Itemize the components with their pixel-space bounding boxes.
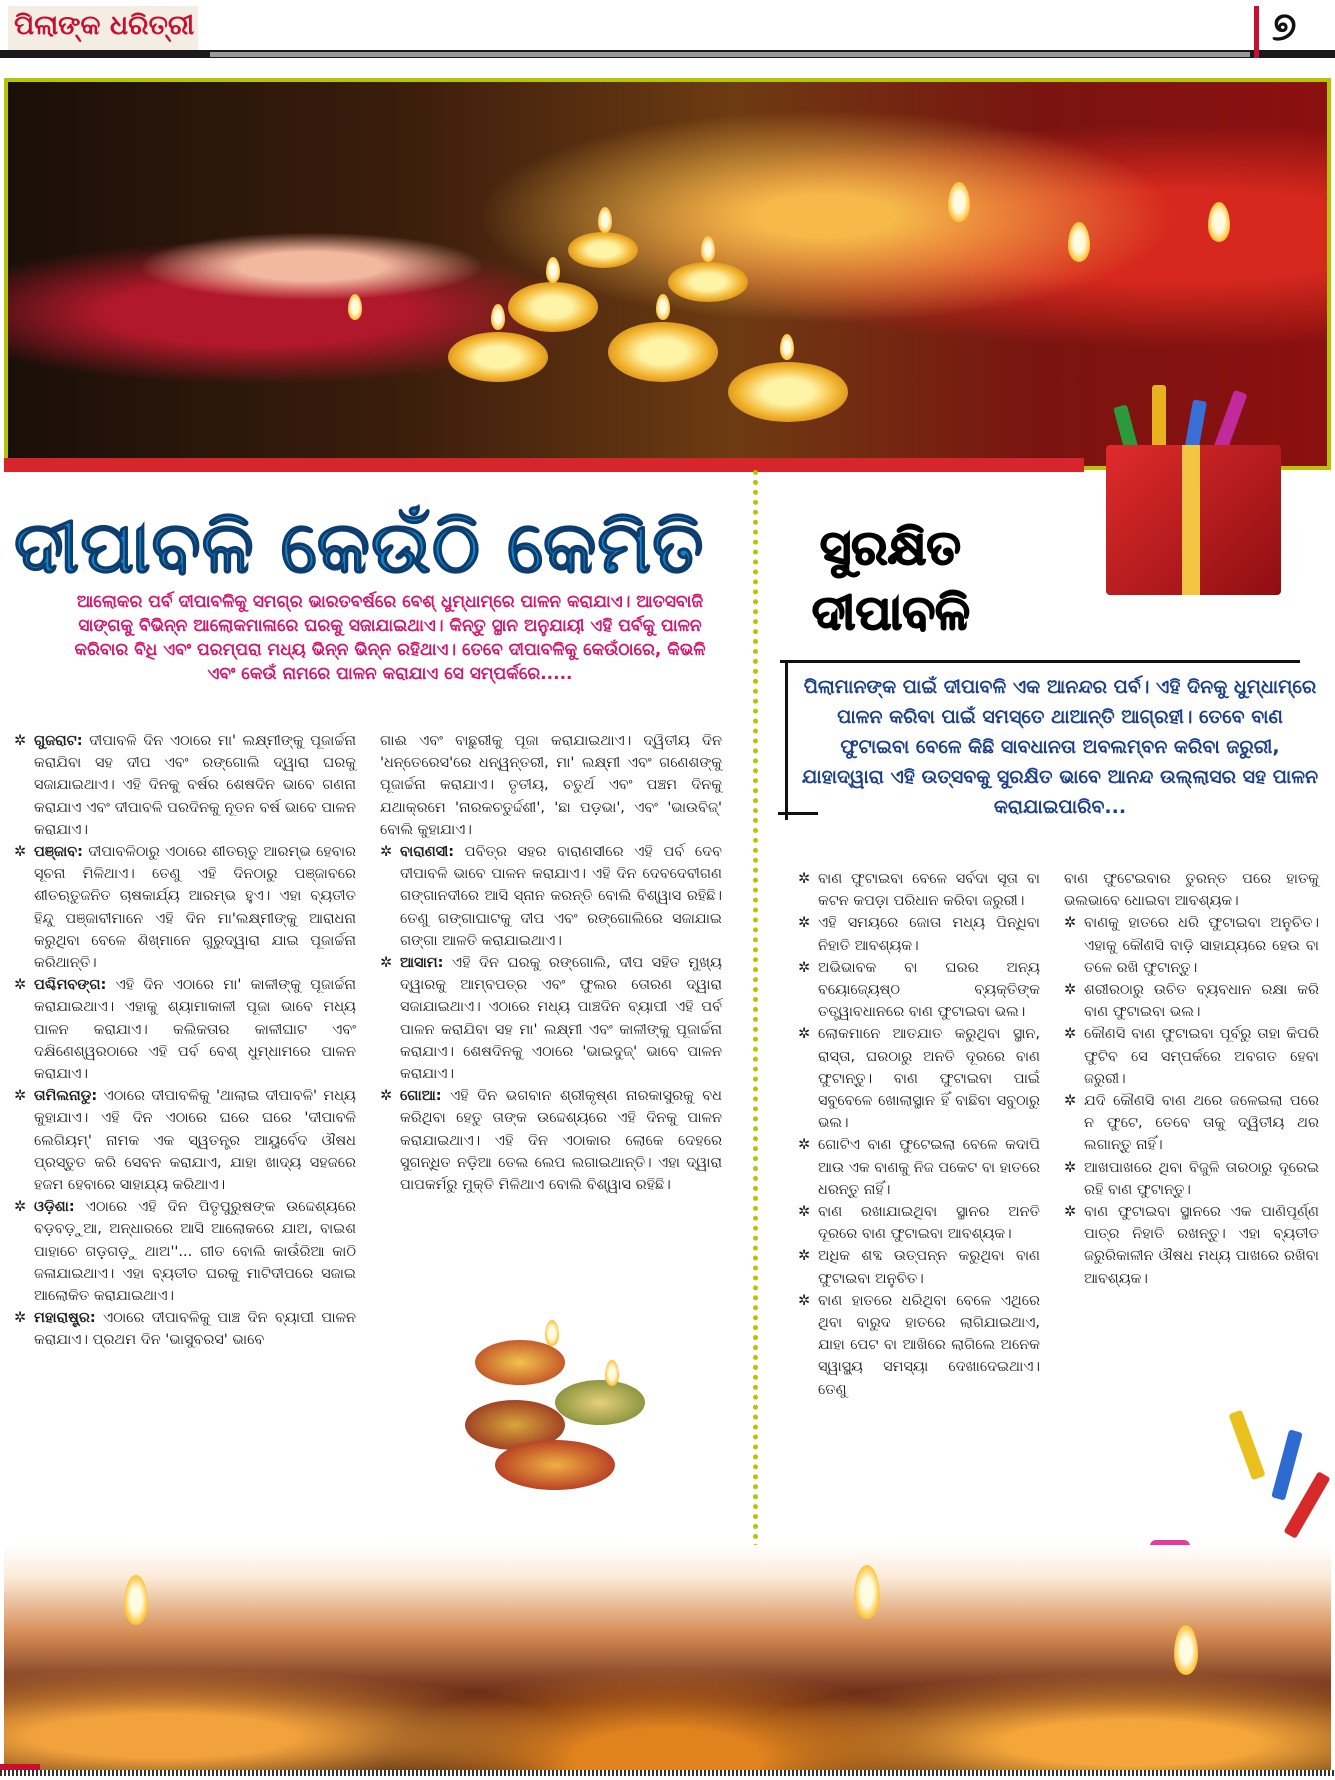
flame-icon	[854, 1565, 880, 1619]
star-icon: ✲	[14, 1088, 27, 1105]
flame-icon	[124, 1575, 148, 1625]
diya-icon	[555, 1380, 645, 1425]
article-intro: ଆଲୋକର ପର୍ବ ଦୀପାବଳିକୁ ସମଗ୍ର ଭାରତବର୍ଷରେ ବେଶ୍ ଧୁମ୍‌ଧାମ୍‌ରେ ପାଳନ କରାଯାଏ। ଆତସବାଜି ସାଙ୍ଗକୁ ବିଭିନ୍ନ ଆଲୋକମାଳାରେ ଘରକୁ ସଜାଯାଇଥାଏ। କିନ୍ତୁ ସ୍ଥାନ ଅନୁଯାୟୀ ଏହି ପର୍ବକୁ ପାଳନ କରିବାର ବିଧି ଏବଂ ପରମ୍ପରା ମଧ୍ୟ ଭିନ୍ନ ଭିନ୍ନ ରହିଥାଏ। ତେବେ ଦୀପାବଳିକୁ କେଉଁଠାରେ, କିଭଳି ଏବଂ କେଉଁ ନାମରେ ପାଳନ କରାଯାଏ ସେ ସମ୍ପର୍କରେ.....	[74, 592, 706, 684]
tip-item	[1064, 912, 1319, 979]
continued-tip: ବାଣ ଫୁଟେଇବାର ତୁରନ୍ତ ପରେ ହାତକୁ ଭଲଭାବେ ଧୋଇବା ଆବଶ୍ୟକ।	[1064, 871, 1319, 910]
safety-intro: ପିଲାମାନଙ୍କ ପାଇଁ ଦୀପାବଳି ଏକ ଆନନ୍ଦର ପର୍ବ। ଏହି ଦିନକୁ ଧୁମ୍‌ଧାମ୍‌ରେ ପାଳନ କରିବା ପାଇଁ ସମସ୍ତେ ଥାଆନ୍ତି ଆଗ୍ରହୀ। ତେବେ ବାଣ ଫୁଟାଇବା ବେଳେ କିଛି ସାବଧାନତା ଅବଲମ୍ବନ କରିବା ଜରୁରୀ, ଯାହାଦ୍ୱାରା ଏହି ଉତ୍ସବକୁ ସୁରକ୍ଷିତ ଭାବେ ଆନନ୍ଦ ଉଲ୍ଲାସର ସହ ପାଳନ କରାଯାଇପାରିବ...	[801, 676, 1319, 818]
safety-column-c	[798, 868, 1040, 1401]
tip-item	[798, 1134, 1040, 1201]
diya-lamps-illustration	[455, 1320, 655, 1490]
star-icon: ✲	[798, 1026, 811, 1043]
bottom-diya-photo	[4, 1545, 1331, 1770]
gift-ribbon	[1182, 445, 1200, 595]
region-text: ଏହି ଦିନ ଘରକୁ ରଙ୍ଗୋଲି, ଦୀପ ସହିତ ମୁଖ୍ୟ ଦ୍ୱାରକୁ ଆମ୍ବପତ୍ର ଏବଂ ଫୁଲର ତୋରଣ ଦ୍ୱାରା ସଜାଯାଇଥାଏ। ଏଠାରେ ମଧ୍ୟ ପାଞ୍ଚଦିନ ବ୍ୟାପୀ ଏହି ପର୍ବ ପାଳନ କରାଯିବା ସହ ମା' ଲକ୍ଷ୍ମୀ ଏବଂ କାଳୀଙ୍କୁ ପୂଜାର୍ଚ୍ଚନା କରାଯାଏ। ଶେଷଦିନକୁ ଏଠାରେ 'ଭାଇଦୁଜ୍' ଭାବେ ପାଳନ କରାଯାଏ।	[400, 955, 722, 1083]
star-icon: ✲	[798, 1204, 811, 1221]
flame-icon	[348, 294, 362, 320]
rocket-icon	[1271, 1429, 1303, 1500]
masthead-logo: ପିଲାଙ୍କ ଧରିତ୍ରୀ	[14, 10, 195, 41]
star-icon: ✲	[798, 1248, 811, 1265]
star-icon: ✲	[798, 1137, 811, 1154]
tip-item	[798, 912, 1040, 956]
region-text: ଦୀପାବଳିଠାରୁ ଏଠାରେ ଶୀତଋତୁ ଆରମ୍ଭ ହେବାର ସୂଚନା ମିଳିଥାଏ। ତେଣୁ ଏହି ଦିନଠାରୁ ପଞ୍ଜାବରେ ଶୀତଋତୁଜନିତ ଚାଷକାର୍ଯ୍ୟ ଆରମ୍ଭ ହୁଏ। ଏହା ବ୍ୟତୀତ ହିନ୍ଦୁ ପଞ୍ଜାବୀମାନେ ଏହି ଦିନ ମା'ଲକ୍ଷ୍ମୀଙ୍କୁ ଆରାଧନା କରୁଥିବା ବେଳେ ଶିଖ୍‌ମାନେ ଗୁରୁଦ୍ୱାରା ଯାଇ ପୂଜାର୍ଚ୍ଚନା କରିଥାନ୍ତି।	[34, 844, 356, 972]
star-icon: ✲	[1064, 982, 1077, 999]
flame-icon	[598, 207, 612, 233]
safety-title-line2: ଦୀପାବଳି	[812, 585, 970, 641]
candle-icon	[508, 282, 598, 332]
star-icon: ✲	[798, 959, 811, 976]
tip-item	[1064, 1201, 1319, 1290]
region-keyword: ମହାରାଷ୍ଟ୍ର:	[34, 1310, 96, 1327]
footer-rule	[0, 1770, 1335, 1776]
header-rule-grey	[210, 52, 1250, 57]
article-column-b	[380, 730, 722, 1196]
tip-text: ଅଭିଭାବକ ବା ଘରର ଅନ୍ୟ ବୟୋଜ୍ୟେଷ୍ଠ ବ୍ୟକ୍ତିଙ୍କ ତତ୍ତ୍ୱାବଧାନରେ ବାଣ ଫୁଟାଇବା ଭଲ।	[818, 959, 1040, 1021]
region-keyword: ପଶ୍ଚିମବଙ୍ଗ:	[34, 977, 107, 994]
region-keyword: ଆସାମ:	[400, 955, 444, 972]
flame-icon	[701, 236, 715, 262]
tip-item	[798, 868, 1040, 912]
region-paragraph	[380, 1085, 722, 1196]
star-icon: ✲	[14, 844, 27, 861]
flame-icon	[780, 334, 794, 360]
candle-icon	[568, 232, 638, 268]
flame-icon	[1174, 1625, 1198, 1675]
tip-item	[1064, 1090, 1319, 1157]
region-keyword: ପଞ୍ଜାବ:	[34, 844, 83, 861]
flame-icon	[605, 1360, 619, 1386]
column-divider	[753, 470, 758, 1550]
diya-icon	[495, 1440, 615, 1490]
bracket-rule	[780, 660, 1300, 663]
star-icon: ✲	[380, 955, 393, 972]
tip-item	[798, 957, 1040, 1024]
region-text: ଏହି ଦିନ ଏଠାରେ ମା' କାଳୀଙ୍କୁ ପୂଜାର୍ଚ୍ଚନା କରାଯାଇଥାଏ। ଏହାକୁ ଶ୍ୟାମାକାଳୀ ପୂଜା ଭାବେ ମଧ୍ୟ ପାଳନ କରାଯାଏ। କଲିକତାର କାଳୀଘାଟ ଏବଂ ଦକ୍ଷିଣେଶ୍ୱରଠାରେ ଏହି ପର୍ବ ବେଶ୍ ଧୁମ୍‌ଧାମରେ ପାଳନ କରାଯାଏ।	[34, 977, 356, 1083]
star-icon: ✲	[798, 871, 811, 887]
tip-text: ବାଣ ହାତରେ ଧରିଥିବା ବେଳେ ଏଥିରେ ଥିବା ବାରୁଦ ହାତରେ ଲାଗିଯାଇଥାଏ, ଯାହା ପେଟ ବା ଆଖିରେ ଲାଗିଲେ ଅନେକ ସ୍ୱାସ୍ଥ୍ୟ ସମସ୍ୟା ଦେଖାଦେଇଥାଏ। ତେଣୁ	[818, 1292, 1040, 1398]
article-title: ଦୀପାବଳି କେଉଁଠି କେମିତି	[14, 505, 705, 589]
tip-item	[1064, 1157, 1319, 1201]
flame-icon	[1208, 202, 1230, 242]
tip-text: ଅଧିକ ଶବ୍ଦ ଉତ୍ପନ୍ନ କରୁଥିବା ବାଣ ଫୁଟାଇବା ଅନୁଚିତ।	[818, 1248, 1040, 1287]
star-icon: ✲	[14, 733, 27, 749]
flame-icon	[491, 304, 505, 330]
region-paragraph	[14, 730, 356, 841]
tip-item	[1064, 979, 1319, 1023]
tip-item	[798, 1245, 1040, 1289]
star-icon: ✲	[380, 1088, 393, 1105]
region-text: ପବିତ୍ର ସହର ବାରାଣସୀରେ ଏହି ପର୍ବ ଦେବ ଦୀପାବଳି ଭାବେ ପାଳନ କରାଯାଏ। ଏହି ଦିନ ଦେବଦେବୀଗଣ ଗଙ୍ଗାନଦୀରେ ଆସି ସ୍ନାନ କରନ୍ତି ବୋଲି ବିଶ୍ୱାସ ରହିଛି। ତେଣୁ ଗଙ୍ଗାଘାଟକୁ ଦୀପ ଏବଂ ରଙ୍ଗୋଲିରେ ସଜାଯାଇ ଗଙ୍ଗା ଆଳତି କରାଯାଇଥାଏ।	[400, 844, 722, 949]
star-icon: ✲	[798, 915, 811, 932]
region-paragraph	[380, 841, 722, 952]
continued-paragraph: ଗାଈ ଏବଂ ବାଛୁରୀକୁ ପୂଜା କରାଯାଇଥାଏ। ଦ୍ୱିତୀୟ ଦିନ 'ଧନ୍ତେରେସ'ରେ ଧନ୍ୱନ୍ତରୀ, ମା' ଲକ୍ଷ୍ମୀ ଏବଂ ଗଣେଶଙ୍କୁ ପୂଜାର୍ଚ୍ଚନା କରାଯାଏ। ତୃତୀୟ, ଚତୁର୍ଥ ଏବଂ ପଞ୍ଚମ ଦିନକୁ ଯଥାକ୍ରମେ 'ନାରକଚତୁର୍ଦ୍ଦଶୀ', 'ଛା ପଡ଼ଭା', ଏବଂ 'ଭାଉବିଜ୍' ବୋଲି କୁହାଯାଏ।	[380, 733, 722, 838]
region-paragraph	[14, 1085, 356, 1196]
tip-text: ଏହି ସମୟରେ ଜୋତା ମଧ୍ୟ ପିନ୍ଧିବା ନିହାତି ଆବଶ୍ୟକ।	[818, 915, 1040, 954]
region-paragraph	[14, 974, 356, 1085]
region-text: ଏହି ଦିନ ଭଗବାନ ଶ୍ରୀକୃଷ୍ଣ ନାରକାସୁରକୁ ବଧ କରିଥିବା ହେତୁ ତାଙ୍କ ଉଦ୍ଦେଶ୍ୟରେ ଏହି ଦିନକୁ ପାଳନ କରାଯାଇଥାଏ। ଏହି ଦିନ ଏଠାକାର ଲୋକେ ଦେହରେ ସୁଗନ୍ଧିତ ନଡ଼ିଆ ତେଲ ଲେପ ଲଗାଇଥାନ୍ତି। ଏହା ଦ୍ୱାରା ପାପକର୍ମରୁ ମୁକ୍ତି ମିଳିଥାଏ ବୋଲି ବିଶ୍ୱାସ ରହିଛି।	[400, 1088, 722, 1194]
tip-text: ଗୋଟିଏ ବାଣ ଫୁଟେଇଲା ବେଳେ କଦାପି ଆଉ ଏକ ବାଣକୁ ନିଜ ପକେଟ ବା ହାତରେ ଧରନ୍ତୁ ନାହିଁ।	[818, 1137, 1040, 1198]
candle-icon	[668, 262, 748, 302]
tip-item	[798, 1023, 1040, 1134]
region-text: ଏଠାରେ ଦୀପାବଳିକୁ ପାଞ୍ଚ ଦିନ ବ୍ୟାପୀ ପାଳନ କରାଯାଏ। ପ୍ରଥମ ଦିନ 'ଭାସୁବରସ' ଭାବେ	[34, 1310, 356, 1349]
tip-text: ଶରୀରଠାରୁ ଉଚିତ ବ୍ୟବଧାନ ରକ୍ଷା କରି ବାଣ ଫୁଟାଇବା ଭଲ।	[1084, 982, 1319, 1021]
safety-title-line1: ସୁରକ୍ଷିତ	[820, 520, 961, 576]
region-paragraph	[14, 1307, 356, 1351]
star-icon: ✲	[1064, 915, 1077, 932]
region-keyword: ଗୁଜରାଟ:	[34, 733, 83, 749]
star-icon: ✲	[14, 977, 27, 994]
tip-item	[798, 1290, 1040, 1401]
region-paragraph	[14, 841, 356, 974]
region-text: ଦୀପାବଳି ଦିନ ଏଠାରେ ମା' ଲକ୍ଷ୍ମୀଙ୍କୁ ପୂଜାର୍ଚ୍ଚନା କରାଯିବା ସହ ଦୀପ ଏବଂ ରଙ୍ଗୋଲି ଦ୍ୱାରା ଘରକୁ ସଜାଯାଇଥାଏ। ଏହି ଦିନକୁ ବର୍ଷର ଶେଷଦିନ ଭାବେ ଗଣନା କରାଯାଏ ଏବଂ ଦୀପାବଳି ପରଦିନକୁ ନୂତନ ବର୍ଷ ଭାବେ ପାଳନ କରାଯାଏ।	[34, 733, 356, 838]
flame-icon	[656, 294, 670, 320]
bracket-rule	[785, 660, 788, 820]
region-paragraph	[14, 1196, 356, 1307]
gift-box-illustration	[1092, 405, 1302, 615]
region-text: ଏଠାରେ ଦୀପାବଳିକୁ 'ଥାଲାଇ ଦୀପାବଳି' ମଧ୍ୟ କୁହାଯାଏ। ଏହି ଦିନ ଏଠାରେ ଘରେ ଘରେ 'ଦୀପାବଳି ଲେଗିୟମ୍' ନାମକ ଏକ ସ୍ୱତନ୍ତ୍ର ଆୟୁର୍ବେଦ ଔଷଧ ପ୍ରସ୍ତୁତ କରି ସେବନ କରାଯାଏ, ଯାହା ଖାଦ୍ୟ ସହଜରେ ହଜମ ହେବାରେ ସାହାଯ୍ୟ କରିଥାଏ।	[34, 1088, 356, 1194]
star-icon: ✲	[1064, 1204, 1077, 1221]
tip-text: ବାଣ ଫୁଟାଇବା ସ୍ଥାନରେ ଏକ ପାଣିପୂର୍ଣ୍ଣ ପାତ୍ର ନିହାତି ରଖନ୍ତୁ। ଏହା ବ୍ୟତୀତ ଜରୁରିକାଳୀନ ଔଷଧ ମଧ୍ୟ ପାଖରେ ରଖିବା ଆବଶ୍ୟକ।	[1084, 1204, 1319, 1287]
rocket-icon	[1283, 1471, 1330, 1539]
flame-icon	[1068, 222, 1090, 262]
flame-icon	[948, 182, 970, 222]
tip-item	[1064, 1023, 1319, 1090]
region-paragraph	[380, 952, 722, 1085]
rocket-icon	[1228, 1410, 1265, 1481]
region-keyword: ଓଡ଼ିଶା:	[34, 1199, 75, 1216]
region-keyword: ଗୋଆ:	[400, 1088, 442, 1105]
tip-item	[798, 1201, 1040, 1245]
tip-text: ବାଣ ରଖାଯାଇଥିବା ସ୍ଥାନର ଅନତି ଦୂରରେ ବାଣ ଫୁଟାଇବା ଆବଶ୍ୟକ।	[818, 1204, 1040, 1243]
candle-icon	[448, 332, 548, 382]
page-number: ୭	[1272, 4, 1297, 50]
star-icon: ✲	[798, 1292, 811, 1309]
star-icon: ✲	[14, 1310, 27, 1327]
star-icon: ✲	[14, 1199, 27, 1216]
flame-icon	[546, 257, 560, 283]
tip-text: ବାଣକୁ ହାତରେ ଧରି ଫୁଟାଇବା ଅନୁଚିତ। ଏହାକୁ କୌଣସି ବାଡ଼ି ସାହାଯ୍ୟରେ ହେଉ ବା ତଳେ ରଖି ଫୁଟାନ୍ତୁ।	[1084, 915, 1319, 976]
candle-icon	[728, 362, 848, 422]
tip-text: ଯଦି କୌଣସି ବାଣ ଥରେ ଜଳେଇଲା ପରେ ନ ଫୁଟେ, ତେବେ ତାକୁ ଦ୍ୱିତୀୟ ଥର ଲଗାନ୍ତୁ ନାହିଁ।	[1084, 1093, 1319, 1154]
hero-red-bar	[4, 458, 1084, 472]
page-number-bar	[1254, 6, 1259, 58]
tip-text: ଆଖପାଖରେ ଥିବା ବିଜୁଳି ତାରଠାରୁ ଦୂରେଇ ରହି ବାଣ ଫୁଟାନ୍ତୁ।	[1084, 1159, 1319, 1198]
star-icon: ✲	[1064, 1159, 1077, 1176]
region-keyword: ବାରାଣସୀ:	[400, 844, 455, 861]
region-text: ଏଠାରେ ଏହି ଦିନ ପିତୃପୁରୁଷଙ୍କ ଉଦ୍ଦେଶ୍ୟରେ ବଡ଼ବଡ଼ୁଆ, ଅନ୍ଧାରରେ ଆସି ଆଲୋକରେ ଯାଅ, ବାଇଶ ପାହାଚେ ଗଡ଼ଗଡ଼ୁ ଥାଅ''... ଗୀତ ବୋଲି କାଉଁରିଆ କାଠି ଜଳାଯାଇଥାଏ। ଏହା ବ୍ୟତୀତ ଘରକୁ ମାଟିଦୀପରେ ସଜାଇ ଆଲୋକିତ କରାଯାଇଥାଏ।	[34, 1199, 356, 1305]
article-column-a	[14, 730, 356, 1352]
star-icon: ✲	[1064, 1026, 1077, 1043]
flame-icon	[545, 1320, 559, 1346]
tip-text: କୌଣସି ବାଣ ଫୁଟାଇବା ପୂର୍ବରୁ ତାହା କିପରି ଫୁଟିବ ସେ ସମ୍ପର୍କରେ ଅବଗତ ହେବା ଜରୁରୀ।	[1084, 1026, 1319, 1087]
diya-icon	[475, 1340, 565, 1385]
region-keyword: ତାମିଲନାଡୁ:	[34, 1088, 98, 1105]
candle-icon	[608, 322, 718, 382]
tip-text: ଲୋକମାନେ ଆତଯାତ କରୁଥିବା ସ୍ଥାନ, ରାସ୍ତା, ଘରଠାରୁ ଅନତି ଦୂରରେ ବାଣ ଫୁଟାନ୍ତୁ। ବାଣ ଫୁଟାଇବା ପାଇଁ ସବୁବେଳେ ଖୋଲାସ୍ଥାନ ହିଁ ବାଛିବା ସବୁଠାରୁ ଭଲ।	[818, 1026, 1040, 1132]
star-icon: ✲	[1064, 1093, 1077, 1110]
star-icon: ✲	[380, 844, 393, 861]
tip-text: ବାଣ ଫୁଟାଇବା ବେଳେ ସର୍ବଦା ସୂତା ବା କଟନ କପଡ଼ା ପରିଧାନ କରିବା ଜରୁରୀ।	[818, 871, 1040, 910]
safety-column-d	[1064, 868, 1319, 1290]
